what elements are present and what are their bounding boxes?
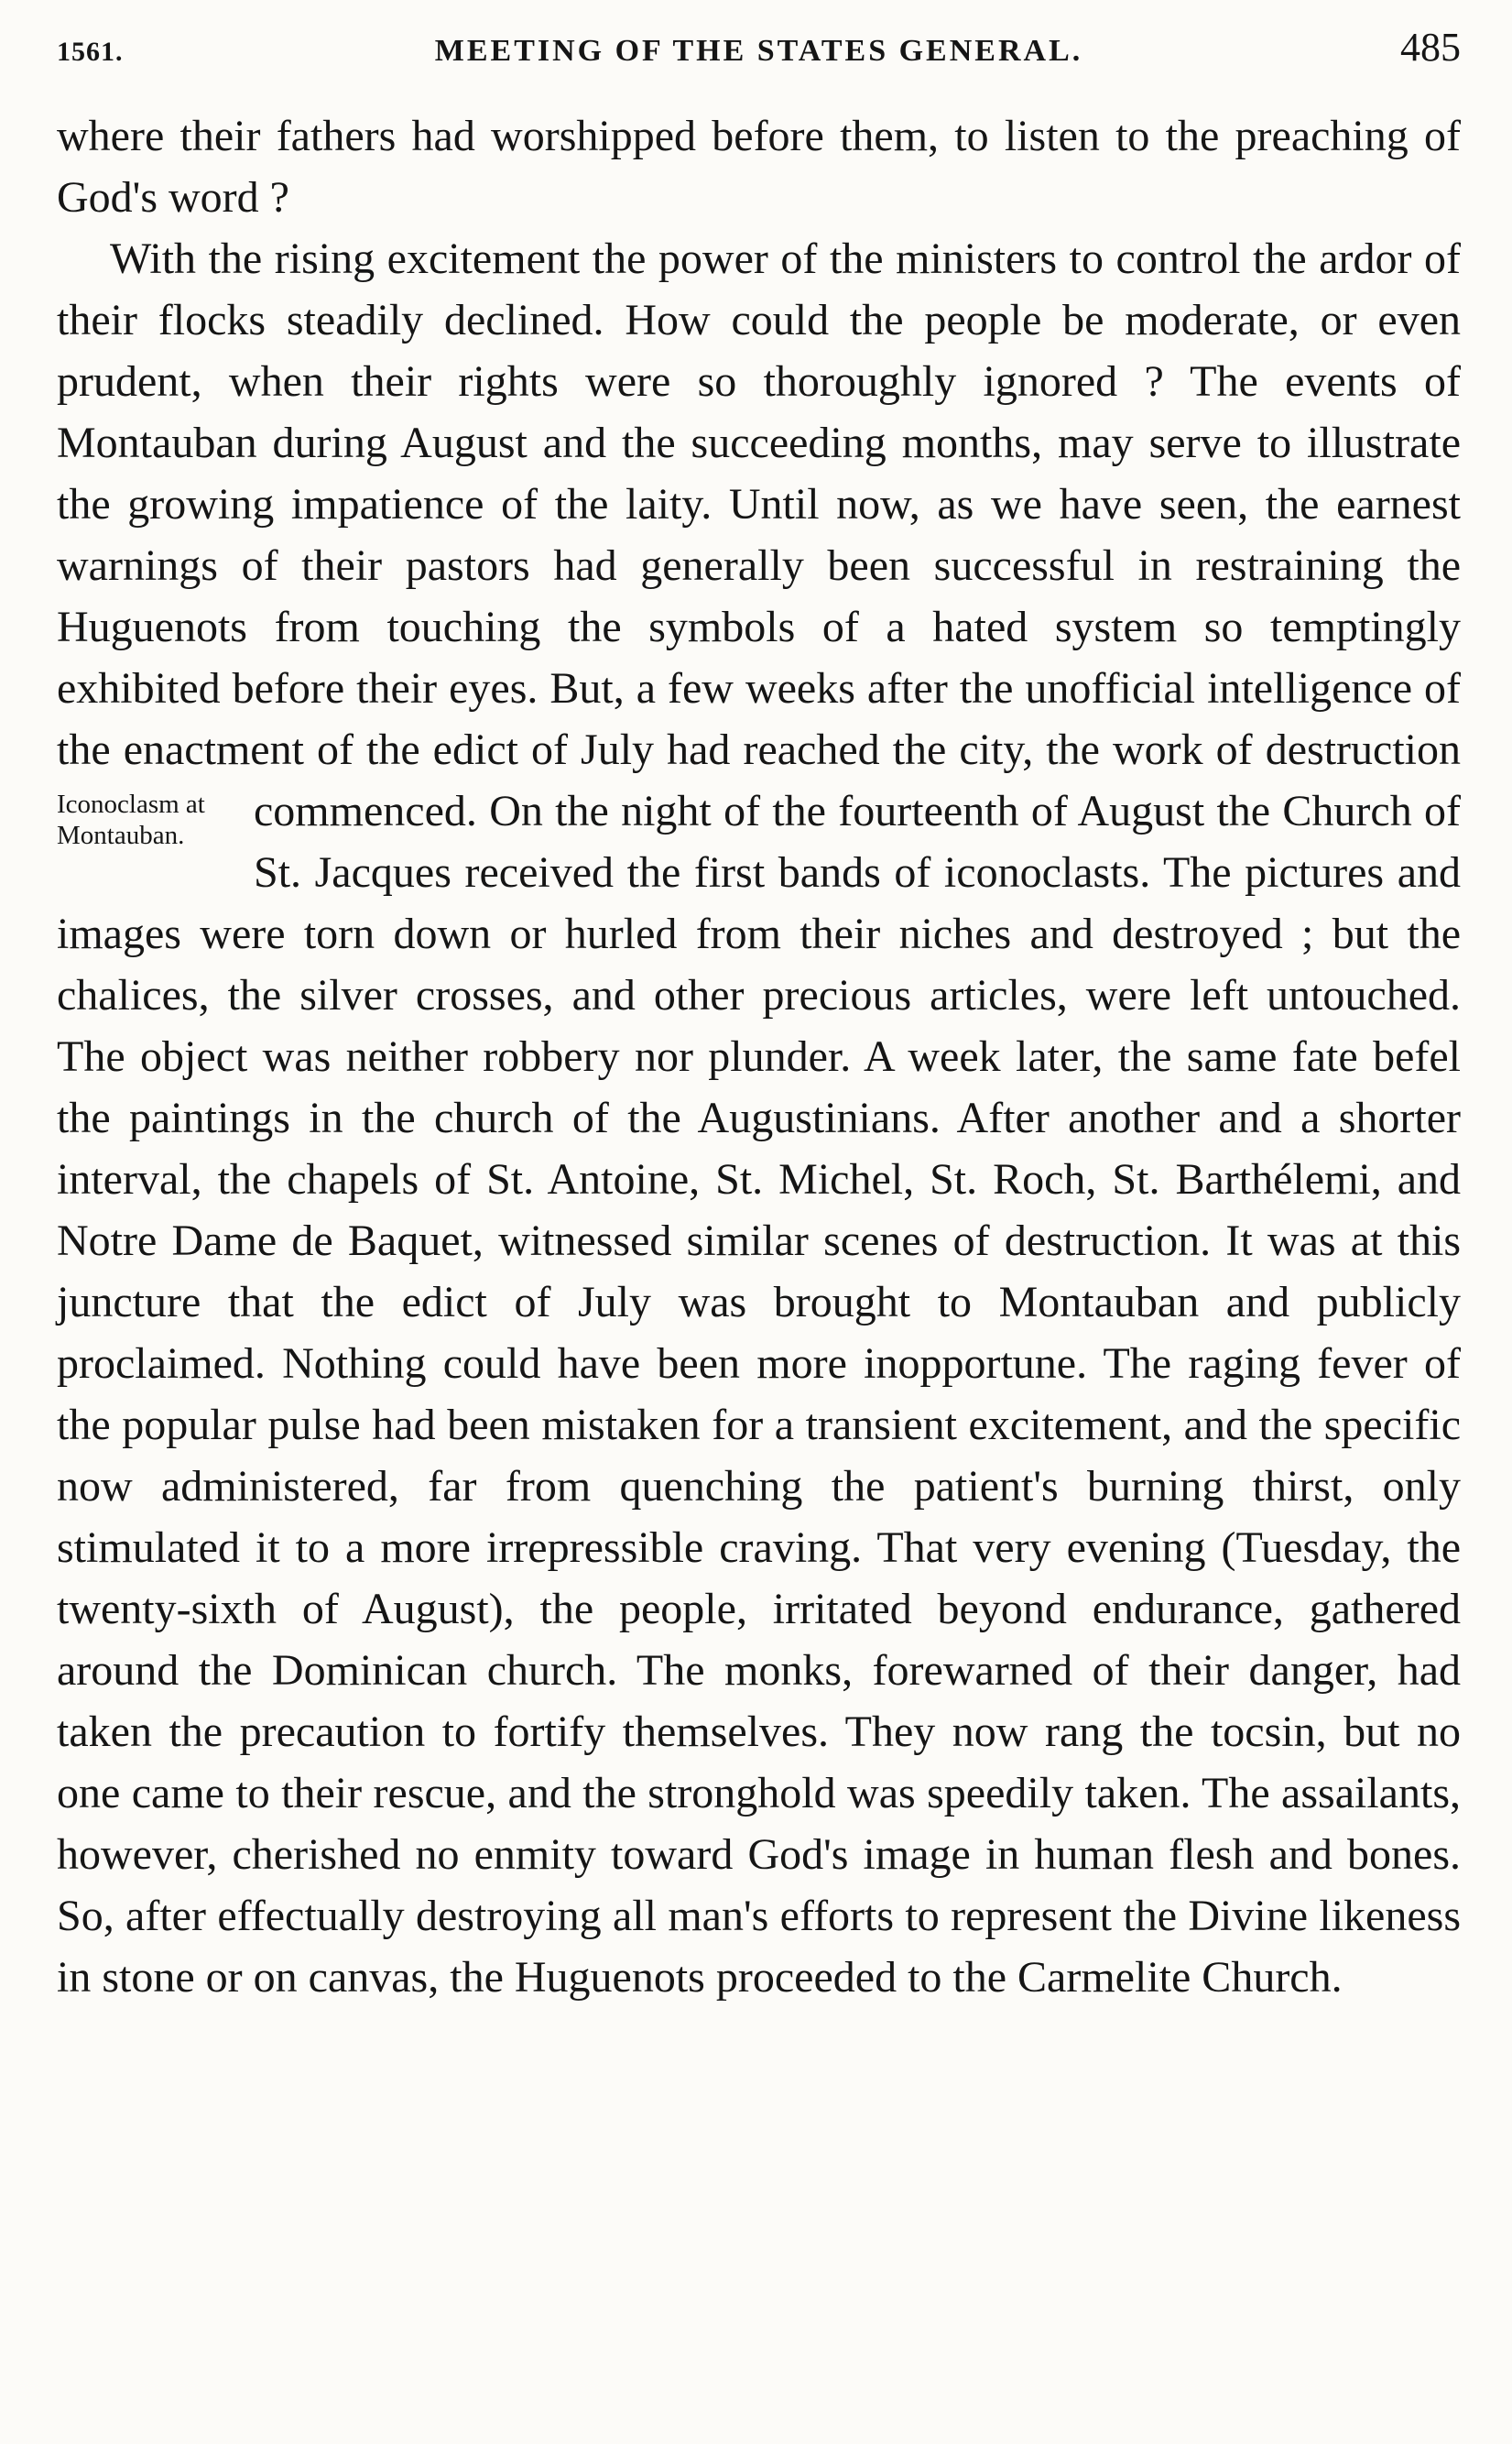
paragraph-main <box>57 228 1461 2008</box>
paragraph-continuation-text: where their fathers had worshipped before them, to listen to the preaching of God's word ? <box>57 112 1461 222</box>
page-number: 485 <box>1400 25 1461 70</box>
body-text <box>57 105 1461 2008</box>
header-title: MEETING OF THE STATES GENERAL. <box>434 34 1083 68</box>
paragraph-continuation <box>57 105 1461 228</box>
paragraph-main-text-a: With the rising excitement the power of the ministers to control the ardor of their flocks steadily declined. How could the people be moderate, or even prudent, when their rights were so thoroughly ignored ? The events of Montauban during August and the succeeding months, may serve to illustrate the growing impatience of the laity. Until now, as we have seen, the earnest warnings of their pastors had generally been successful in restraining the Huguenots from touching the symbols of a hated system so temptingly exhibited before their eyes. But, a few weeks after the unofficial intelligence of the enactment of the edict of July had reached the city, the work of destruction commenced. On the night of the fourteenth of August the <box>57 235 1461 835</box>
paragraph-main-text-b: Church of St. Jacques received the first bands of iconoclasts. The pictures and images were torn down or hurled from their niches and destroyed ; but the chalices, the silver crosses, and other precious articles, were left untouched. The object was neither robbery nor plunder. A week later, the same fate befel the paintings in the church of the Augustinians. After another and a shorter interval, the chapels of St. Antoine, St. Michel, St. Roch, St. Barthélemi, and Notre Dame de Baquet, witnessed similar scenes of destruction. It was at this juncture that the edict of July was brought to Montauban and publicly proclaimed. Nothing could have been more inopportune. The raging fever of the popular pulse had been mistaken for a transient excitement, and the specific now administered, far from quenching the patient's burning thirst, only stimulated it to a more irrepressible craving. That very evening (Tuesday, the twenty-sixth of August), the people, irritated beyond endurance, gathered around the Dominican church. The monks, forewarned of their danger, had taken the precaution to fortify themselves. They now rang the tocsin, but no one came to their rescue, and the stronghold was speedily taken. The assailants, however, cherished no enmity toward God's image in human flesh and bones. So, after effectually destroying all man's efforts to represent the Divine likeness in stone or on canvas, the Huguenots proceeded to the Carmelite Church. <box>57 787 1461 2002</box>
header-year: 1561. <box>57 37 124 67</box>
running-head <box>57 24 1461 71</box>
margin-note: Iconoclasm at Montauban. <box>57 790 205 850</box>
